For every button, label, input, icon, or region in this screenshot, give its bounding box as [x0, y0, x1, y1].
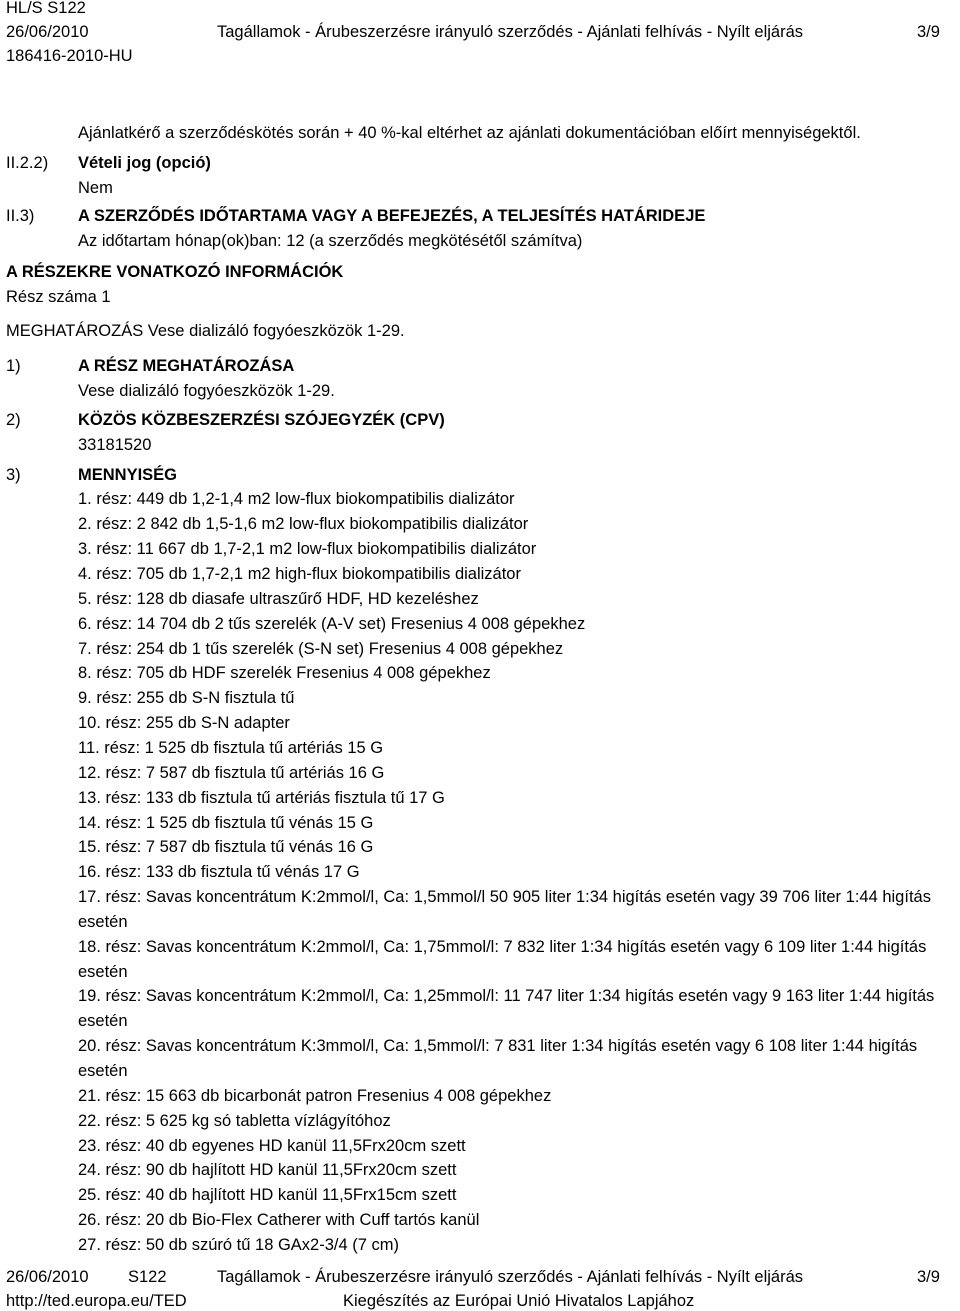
quantity-line: 26. rész: 20 db Bio-Flex Catherer with Cuff tartós kanül: [78, 1211, 480, 1229]
quantity-line: 14. rész: 1 525 db fisztula tű vénás 15 G: [78, 814, 374, 832]
section-title-option: Vételi jog (opció): [78, 154, 211, 172]
item-title-description: A RÉSZ MEGHATÁROZÁSA: [78, 357, 295, 375]
quantity-line: 12. rész: 7 587 db fisztula tű artériás 16 G: [78, 764, 385, 782]
section-number-ii-3: II.3): [6, 207, 35, 225]
quantity-line: 11. rész: 1 525 db fisztula tű artériás 15 G: [78, 739, 384, 757]
quantity-line: 16. rész: 133 db fisztula tű vénás 17 G: [78, 863, 360, 881]
item-title-cpv: KÖZÖS KÖZBESZERZÉSI SZÓJEGYZÉK (CPV): [78, 411, 445, 429]
header-title: Tagállamok - Árubeszerzésre irányuló szerződés - Ajánlati felhívás - Nyílt eljárás: [217, 23, 803, 41]
quantity-line: 20. rész: Savas koncentrátum K:3mmol/l, Ca: 1,5mmol/l: 7 831 liter 1:34 higítás esetén vagy 6 108 liter 1:44 higítás esetén: [78, 1037, 918, 1080]
quantity-line: 27. rész: 50 db szúró tű 18 GAx2-3/4 (7 cm): [78, 1236, 399, 1254]
quantity-line: 21. rész: 15 663 db bicarbonát patron Fresenius 4 008 gépekhez: [78, 1087, 552, 1105]
quantity-line: 17. rész: Savas koncentrátum K:2mmol/l, Ca: 1,5mmol/l 50 905 liter 1:34 higítás esetén vagy 39 706 liter 1:44 higítás esetén: [78, 888, 931, 931]
item-number-1: 1): [6, 357, 21, 375]
intro-text: Ajánlatkérő a szerződéskötés során + 40 %-kal eltérhet az ajánlati dokumentációban előírt mennyiségektől.: [78, 124, 861, 142]
quantity-line: 9. rész: 255 db S-N fisztula tű: [78, 689, 295, 707]
quantity-line: 8. rész: 705 db HDF szerelék Fresenius 4 008 gépekhez: [78, 664, 491, 682]
header-document-id: 186416-2010-HU: [6, 47, 133, 65]
footer-series: S122: [128, 1268, 167, 1286]
quantity-line: 23. rész: 40 db egyenes HD kanül 11,5Frx20cm szett: [78, 1137, 466, 1155]
item-number-3: 3): [6, 466, 21, 484]
quantity-line: 5. rész: 128 db diasafe ultraszűrő HDF, HD kezeléshez: [78, 590, 479, 608]
footer-publication: Kiegészítés az Európai Unió Hivatalos Lapjához: [343, 1292, 695, 1310]
quantity-line: 1. rész: 449 db 1,2-1,4 m2 low-flux biokompatibilis dializátor: [78, 490, 515, 508]
quantity-line: 22. rész: 5 625 kg só tabletta vízlágyítóhoz: [78, 1112, 391, 1130]
part-number: Rész száma 1: [6, 288, 111, 306]
item-value-description: Vese dializáló fogyóeszközök 1-29.: [78, 382, 335, 400]
footer-title: Tagállamok - Árubeszerzésre irányuló szerződés - Ajánlati felhívás - Nyílt eljárás: [217, 1268, 803, 1286]
section-title-duration: A SZERZŐDÉS IDŐTARTAMA VAGY A BEFEJEZÉS, A TELJESÍTÉS HATÁRIDEJE: [78, 207, 706, 225]
section-value-duration: Az időtartam hónap(ok)ban: 12 (a szerződés megkötésétől számítva): [78, 232, 583, 250]
footer-page-number: 3/9: [917, 1268, 940, 1286]
quantity-line: 7. rész: 254 db 1 tűs szerelék (S-N set) Fresenius 4 008 gépekhez: [78, 640, 564, 658]
footer-url[interactable]: http://ted.europa.eu/TED: [6, 1292, 187, 1310]
quantity-line: 10. rész: 255 db S-N adapter: [78, 714, 290, 732]
quantity-line: 15. rész: 7 587 db fisztula tű vénás 16 G: [78, 838, 374, 856]
item-value-cpv: 33181520: [78, 436, 152, 454]
section-value-option: Nem: [78, 179, 113, 197]
header-page-number: 3/9: [917, 23, 940, 41]
quantity-line: 18. rész: Savas koncentrátum K:2mmol/l, Ca: 1,75mmol/l: 7 832 liter 1:34 higítás esetén vagy 6 109 liter 1:44 higítás esetén: [78, 938, 927, 981]
item-number-2: 2): [6, 411, 21, 429]
quantity-line: 2. rész: 2 842 db 1,5-1,6 m2 low-flux biokompatibilis dializátor: [78, 515, 529, 533]
quantity-line: 6. rész: 14 704 db 2 tűs szerelék (A-V set) Fresenius 4 008 gépekhez: [78, 615, 586, 633]
quantity-line: 4. rész: 705 db 1,7-2,1 m2 high-flux biokompatibilis dializátor: [78, 565, 521, 583]
section-number-ii-2-2: II.2.2): [6, 154, 49, 172]
item-title-quantity: MENNYISÉG: [78, 466, 178, 484]
footer-date: 26/06/2010: [6, 1268, 89, 1286]
quantity-line: 19. rész: Savas koncentrátum K:2mmol/l, Ca: 1,25mmol/l: 11 747 liter 1:34 higítás esetén vagy 9 163 liter 1:44 higítás esetén: [78, 987, 935, 1030]
quantity-line: 24. rész: 90 db hajlított HD kanül 11,5Frx20cm szett: [78, 1161, 457, 1179]
quantity-line: 13. rész: 133 db fisztula tű artériás fisztula tű 17 G: [78, 789, 445, 807]
header-date: 26/06/2010: [6, 23, 89, 41]
part-definition: MEGHATÁROZÁS Vese dializáló fogyóeszközök 1-29.: [6, 322, 405, 340]
parts-heading: A RÉSZEKRE VONATKOZÓ INFORMÁCIÓK: [6, 263, 344, 281]
header-journal-code: HL/S S122: [6, 0, 86, 17]
quantity-line: 3. rész: 11 667 db 1,7-2,1 m2 low-flux biokompatibilis dializátor: [78, 540, 537, 558]
quantity-line: 25. rész: 40 db hajlított HD kanül 11,5Frx15cm szett: [78, 1186, 457, 1204]
